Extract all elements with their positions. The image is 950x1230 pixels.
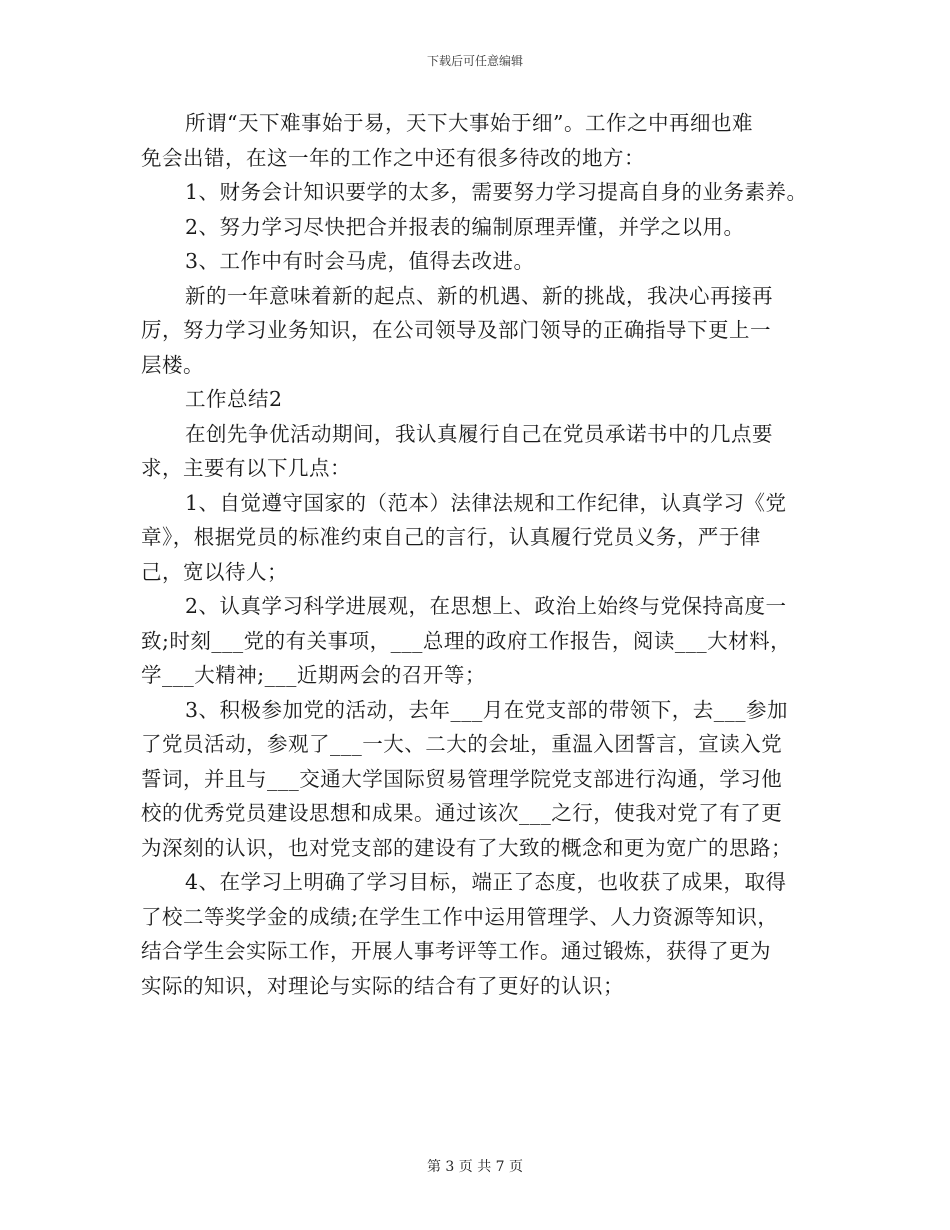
page-footer: 第 3 页 共 7 页	[426, 1159, 524, 1175]
text-line: 己，宽以待人；	[141, 559, 288, 584]
text-line: 3、工作中有时会马虎，值得去改进。	[185, 249, 535, 273]
text-line: 3、积极参加党的活动，去年___月在党支部的带领下，去___参加	[185, 697, 789, 722]
text-line: 厉，努力学习业务知识，在公司领导及部门领导的正确指导下更上一	[141, 318, 771, 342]
text-line: 了党员活动，参观了___一大、二大的会址，重温入团誓言，宣读入党	[141, 732, 783, 756]
text-line: 在创先争优活动期间，我认真履行自己在党员承诺书中的几点要	[185, 421, 773, 446]
text-line: 工作总结2	[185, 387, 283, 411]
text-line: 结合学生会实际工作，开展人事考评等工作。通过锻炼，获得了更为	[141, 939, 771, 963]
text-line: 致;时刻___党的有关事项，___总理的政府工作报告，阅读___大材料，	[141, 628, 792, 653]
document-body	[141, 106, 831, 1003]
text-line: 实际的知识，对理论与实际的结合有了更好的认识；	[141, 973, 624, 998]
text-line: 求，主要有以下几点：	[141, 456, 351, 480]
text-line: 校的优秀党员建设思想和成果。通过该次___之行，使我对党了有了更	[141, 801, 783, 825]
page-header: 下载后可任意编辑	[426, 54, 523, 68]
text-line: 章》，根据党员的标准约束自己的言行，认真履行党员义务，严于律	[141, 525, 761, 549]
text-line: 1、财务会计知识要学的太多，需要努力学习提高自身的业务素养。	[185, 180, 808, 204]
text-line: 4、在学习上明确了学习目标，端正了态度，也收获了成果，取得	[185, 870, 787, 894]
text-line: 2、认真学习科学进展观，在思想上、政治上始终与党保持高度一	[185, 594, 787, 618]
text-line: 层楼。	[141, 352, 204, 377]
text-line: 1、自觉遵守国家的（范本）法律法规和工作纪律，认真学习《党	[185, 490, 787, 515]
text-line: 2、努力学习尽快把合并报表的编制原理弄懂，并学之以用。	[185, 214, 745, 239]
text-line: 免会出错，在这一年的工作之中还有很多待改的地方：	[141, 145, 645, 170]
text-line: 为深刻的认识，也对党支部的建设有了大致的概念和更为宽广的思路；	[141, 835, 792, 860]
text-line: 了校二等奖学金的成绩;在学生工作中运用管理学、人力资源等知识，	[141, 904, 779, 929]
text-line: 新的一年意味着新的起点、新的机遇、新的挑战，我决心再接再	[185, 283, 773, 308]
text-line: 誓词，并且与___交通大学国际贸易管理学院党支部进行沟通，学习他	[141, 766, 783, 791]
text-line: 所谓“天下难事始于易，天下大事始于细”。工作之中再细也难	[185, 111, 753, 135]
text-line: 学___大精神;___近期两会的召开等；	[141, 663, 486, 687]
